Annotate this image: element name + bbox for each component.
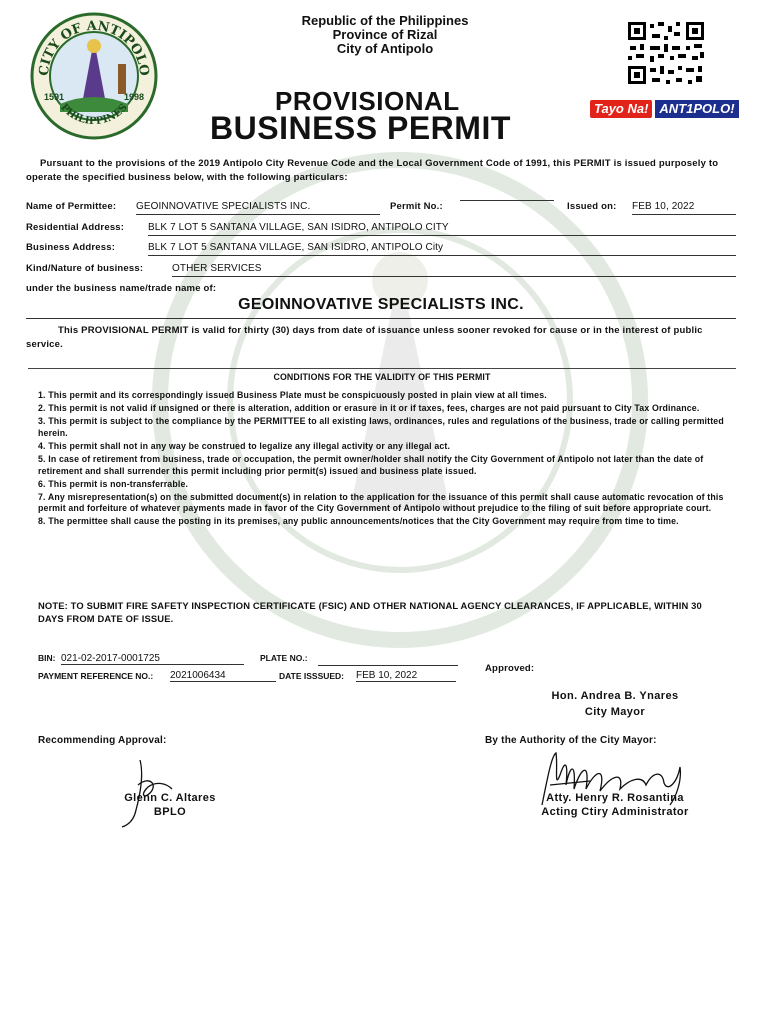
recommending-approval-label: Recommending Approval: [38,735,167,746]
condition-item: 6. This permit is non-transferrable. [38,478,189,489]
slogan-part2: ANT1POLO! [655,100,738,118]
administrator-name: Atty. Henry R. Rosantina [546,792,684,804]
administrator-signature [530,745,700,815]
conditions-title: CONDITIONS FOR THE VALIDITY OF THIS PERMIT [273,372,491,382]
condition-item: 3. This permit is subject to the compliance by the PERMITTEE to all existing laws, ordinances, rules and regulations of the business, trade or calling permitted herein. [38,416,724,438]
condition-item: 4. This permit shall not in any way be construed to legalize any illegal activity or any illegal act. [38,440,451,451]
payment-reference-value: 2021006434 [170,670,276,682]
plate-no-label: PLATE NO.: [260,653,308,663]
bplo-name: Glenn C. Altares [124,792,216,804]
permittee-label: Name of Permittee: [26,201,117,212]
permit-no-label: Permit No.: [390,201,443,212]
header-city: City of Antipolo [336,41,434,56]
trade-name-value: GEOINNOVATIVE SPECIALISTS INC. [26,296,736,319]
date-issued-value: FEB 10, 2022 [356,670,456,682]
seal-year-left: 1591 [44,92,65,102]
bin-value: 021-02-2017-0001725 [61,653,244,665]
condition-item: 7. Any misrepresentation(s) on the submitted document(s) in relation to the application for the issuance of this permit shall cause automatic revocation of this permit and forfeiture of whatever payments made in favor of the City Government of Antipolo without prejudice to the filing of suit before appropriate court. [38,491,724,514]
seal-top-text: CITY OF ANTIPOLO [36,18,152,77]
slogan-part1: Tayo Na! [590,100,652,118]
conditions-list [38,390,732,530]
header-province: Province of Rizal [332,27,438,42]
seal-year-right: 1998 [124,92,145,102]
condition-item: 8. The permittee shall cause the posting in its premises, any public announcements/notices that the City Government may require from time to time. [38,516,679,527]
residential-value: BLK 7 LOT 5 SANTANA VILLAGE, SAN ISIDRO, ANTIPOLO CITY [148,221,736,236]
business-address-value: BLK 7 LOT 5 SANTANA VILLAGE, SAN ISIDRO, ANTIPOLO City [148,241,736,256]
condition-item: 1. This permit and its correspondingly issued Business Plate must be conspicuously posted in plain view at all times. [38,390,547,400]
bin-label: BIN: [38,653,56,663]
conditions-note: NOTE: TO SUBMIT FIRE SAFETY INSPECTION CERTIFICATE (FSIC) AND OTHER NATIONAL AGENCY CLEARANCES, IF APPLICABLE, WITHIN 30 DAYS FROM DATE OF ISSUE. [38,600,702,624]
kind-label: Kind/Nature of business: [26,263,144,274]
mayor-name: Hon. Andrea B. Ynares [551,690,679,702]
administrator-title: Acting Ctiry Administrator [541,806,689,818]
authority-label: By the Authority of the City Mayor: [485,735,657,746]
bplo-title: BPLO [153,806,187,818]
residential-label: Residential Address: [26,222,125,233]
date-issued-label: DATE ISSSUED: [279,671,345,681]
seal-bottom-text: PHILIPPINES [58,102,130,128]
issued-on-value: FEB 10, 2022 [632,200,736,215]
trade-name-label: under the business name/trade name of: [26,283,217,294]
qr-code [626,20,706,86]
intro-paragraph: Pursuant to the provisions of the 2019 Antipolo City Revenue Code and the Local Government Code of 1991, this PERMIT is issued purposely to operate the specified business below, with the following particulars: [26,158,719,183]
title-business-permit: BUSINESS PERMIT [210,110,511,146]
payment-reference-label: PAYMENT REFERENCE NO.: [38,671,154,681]
header-republic: Republic of the Philippines [301,13,469,28]
title-provisional: PROVISIONAL [275,86,460,116]
validity-paragraph: This PROVISIONAL PERMIT is valid for thirty (30) days from date of issuance unless sooner revoked for cause or in the interest of public service. [26,325,703,350]
permit-no-value [460,200,554,201]
slogan-logo [590,100,739,118]
issued-on-label: Issued on: [567,201,617,212]
permittee-value: GEOINNOVATIVE SPECIALISTS INC. [136,200,380,215]
condition-item: 5. In case of retirement from business, trade or occupation, the permit owner/holder shall notify the City Government of Antipolo not later than the date of retirement and shall surrender this permit including prior permit(s) issued and business plate issued. [38,453,704,476]
city-seal-logo [30,12,158,140]
kind-value: OTHER SERVICES [172,262,736,277]
condition-item: 2. This permit is not valid if unsigned or there is alteration, addition or erasure in it or if taxes, fees, charges are not paid pursuant to City Tax Ordinance. [38,403,700,414]
plate-no-value [318,653,458,666]
approved-label: Approved: [485,663,535,674]
mayor-title: City Mayor [584,706,646,718]
business-address-label: Business Address: [26,242,116,253]
